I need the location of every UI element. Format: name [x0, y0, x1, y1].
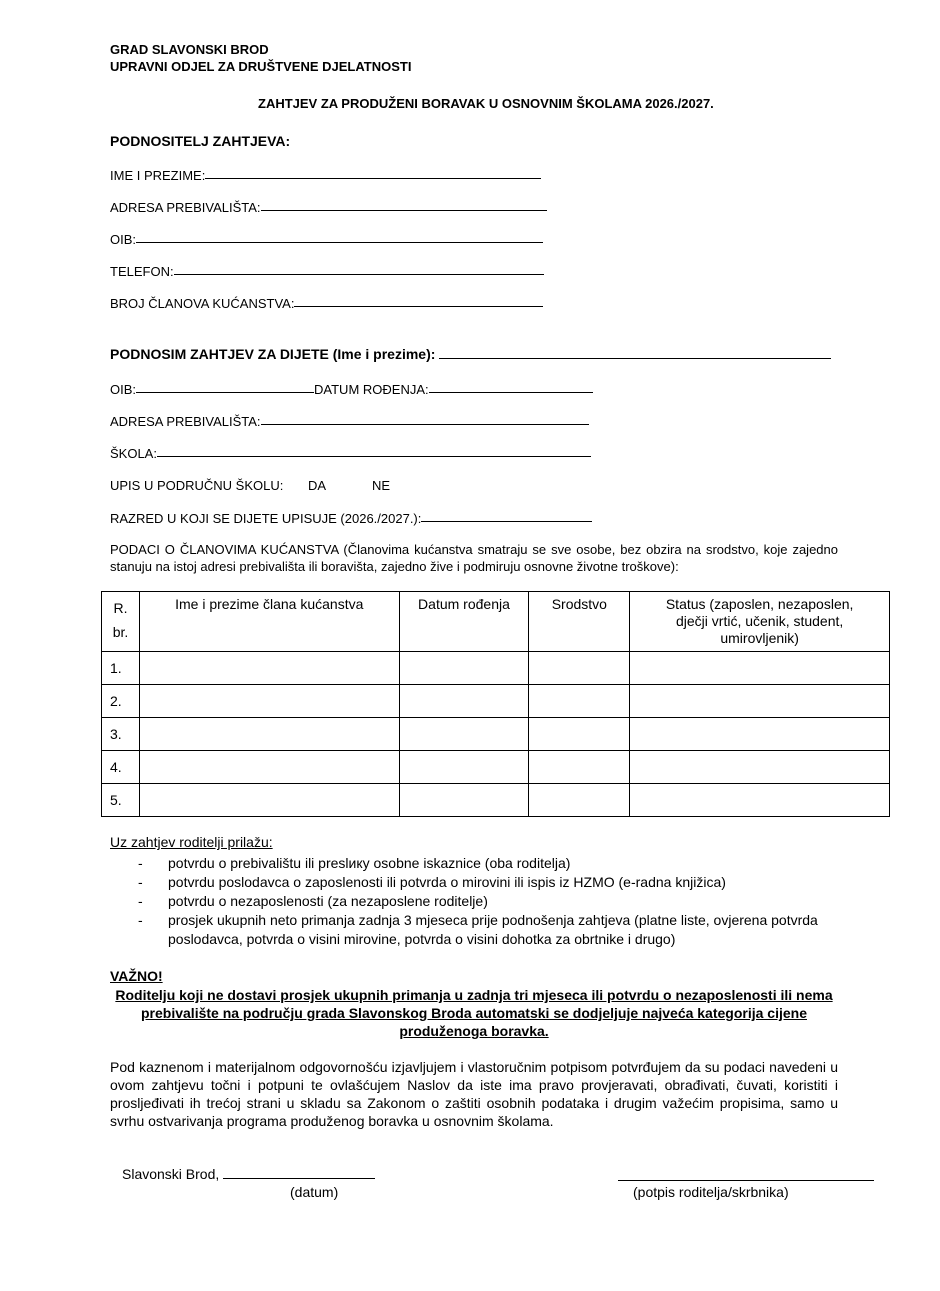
cell-name[interactable]	[139, 784, 399, 817]
bullet-dash: -	[138, 912, 143, 928]
date-caption: (datum)	[290, 1184, 339, 1200]
bullet-dash: -	[138, 855, 143, 871]
header-line-1: GRAD SLAVONSKI BROD	[110, 42, 269, 57]
cell-relation[interactable]	[529, 784, 630, 817]
col-header-name: Ime i prezime člana kućanstva	[139, 592, 399, 652]
applicant-phone-label: TELEFON:	[110, 264, 174, 279]
attachments-list	[138, 854, 858, 949]
applicant-address-field[interactable]	[110, 200, 547, 215]
cell-name[interactable]	[139, 685, 399, 718]
applicant-name-field[interactable]	[110, 168, 541, 183]
col-header-dob: Datum rođenja	[399, 592, 529, 652]
applicant-heading: PODNOSITELJ ZAHTJEVA:	[110, 133, 291, 149]
list-item	[138, 892, 858, 911]
list-item	[138, 854, 858, 873]
child-school-line[interactable]	[157, 456, 591, 457]
row-number: 5.	[102, 784, 140, 817]
attachment-text: potvrdu o nezaposlenosti (za nezaposlene roditelje)	[168, 893, 488, 909]
signature-caption: (potpis roditelja/skrbnika)	[633, 1184, 789, 1200]
applicant-household-line[interactable]	[294, 306, 543, 307]
child-address-field[interactable]	[110, 414, 589, 429]
col-header-status: Status (zaposlen, nezaposlen, dječji vrtić, učenik, student, umirovljenik)	[630, 592, 890, 652]
applicant-name-line[interactable]	[205, 178, 541, 179]
col-header-number	[102, 592, 140, 652]
applicant-household-label: BROJ ČLANOVA KUĆANSTVA:	[110, 296, 295, 311]
cell-name[interactable]	[139, 652, 399, 685]
child-address-line[interactable]	[261, 424, 589, 425]
cell-dob[interactable]	[399, 652, 529, 685]
date-line[interactable]	[223, 1178, 375, 1179]
cell-relation[interactable]	[529, 652, 630, 685]
household-table	[101, 591, 890, 817]
child-oib-dob-row[interactable]	[110, 382, 593, 397]
row-number: 3.	[102, 718, 140, 751]
option-no[interactable]: NE	[372, 478, 391, 493]
attachments-heading: Uz zahtjev roditelji prilažu:	[110, 834, 273, 850]
cell-dob[interactable]	[399, 784, 529, 817]
table-header-row	[102, 592, 890, 652]
child-address-label: ADRESA PREBIVALIŠTA:	[110, 414, 261, 429]
signature-line[interactable]	[618, 1180, 874, 1181]
household-intro: PODACI O ČLANOVIMA KUĆANSTVA (Članovima kućanstva smatraju se sve osobe, bez obzira na srodstvo, koje zajedno stanuju na istoj adresi prebivališta ili boravišta, zajedno žive i podmiruju osnovne životne troškove):	[110, 542, 838, 574]
col-header-number-line2: br.	[112, 624, 129, 640]
applicant-household-field[interactable]	[110, 296, 543, 311]
header-line-2: UPRAVNI ODJEL ZA DRUŠTVENE DJELATNOSTI	[110, 59, 412, 74]
child-grade-field[interactable]	[110, 511, 592, 526]
applicant-oib-line[interactable]	[136, 242, 543, 243]
cell-dob[interactable]	[399, 685, 529, 718]
child-grade-line[interactable]	[421, 521, 592, 522]
applicant-phone-field[interactable]	[110, 264, 544, 279]
cell-relation[interactable]	[529, 751, 630, 784]
child-heading: PODNOSIM ZAHTJEV ZA DIJETE (Ime i prezime):	[110, 346, 436, 362]
table-row	[102, 685, 890, 718]
row-number: 1.	[102, 652, 140, 685]
cell-status[interactable]	[630, 751, 890, 784]
applicant-phone-line[interactable]	[174, 274, 544, 275]
cell-dob[interactable]	[399, 718, 529, 751]
applicant-oib-field[interactable]	[110, 232, 543, 247]
table-row	[102, 751, 890, 784]
table-row	[102, 718, 890, 751]
important-heading: VAŽNO!	[110, 968, 163, 984]
child-regional-label: UPIS U PODRUČNU ŠKOLU:	[110, 478, 284, 493]
table-row	[102, 784, 890, 817]
declaration-text: Pod kaznenom i materijalnom odgovornošću izjavljujem i vlastoručnim potpisom potvrđujem da su podaci navedeni u ovom zahtjevu točni i potpuni te ovlašćujem Naslov da iste ima pravo provjeravati, obrađivati, čuvati, koristiti i prosljeđivati ih trećoj strani u skladu sa Zakonom o zaštiti osobnih podataka i drugim važećim propisima, samo u svrhu ostvarivanja programa produženog boravka u osnovnim školama.	[110, 1059, 838, 1129]
child-dob-line[interactable]	[429, 392, 593, 393]
applicant-address-line[interactable]	[261, 210, 547, 211]
child-dob-label: DATUM ROĐENJA:	[314, 382, 429, 397]
attachment-text: potvrdu o prebivalištu ili preslику osobne iskaznice (oba roditelja)	[168, 855, 571, 871]
signature-place: Slavonski Brod,	[122, 1166, 220, 1182]
cell-name[interactable]	[139, 751, 399, 784]
col-header-relation: Srodstvo	[529, 592, 630, 652]
applicant-name-label: IME I PREZIME:	[110, 168, 206, 183]
child-school-label: ŠKOLA:	[110, 446, 157, 461]
option-yes[interactable]: DA	[308, 478, 327, 493]
applicant-address-label: ADRESA PREBIVALIŠTA:	[110, 200, 261, 215]
list-item	[138, 873, 858, 892]
child-oib-line[interactable]	[136, 392, 314, 393]
cell-relation[interactable]	[529, 718, 630, 751]
table-row	[102, 652, 890, 685]
child-grade-label: RAZRED U KOJI SE DIJETE UPISUJE (2026./2027.):	[110, 511, 422, 526]
child-oib-label: OIB:	[110, 382, 137, 397]
bullet-dash: -	[138, 893, 143, 909]
important-text: Roditelju koji ne dostavi prosjek ukupnih primanja u zadnja tri mjeseca ili potvrdu o nezaposlenosti ili nema prebivalište na području grada Slavonskog Broda automatski se dodjeljuje najveća kategorija cijene produženoga boravka.	[115, 987, 833, 1039]
col-header-number-line1: R.	[113, 600, 128, 616]
cell-status[interactable]	[630, 652, 890, 685]
child-name-line[interactable]	[439, 358, 831, 359]
child-school-field[interactable]	[110, 446, 591, 461]
cell-status[interactable]	[630, 685, 890, 718]
cell-status[interactable]	[630, 718, 890, 751]
applicant-oib-label: OIB:	[110, 232, 137, 247]
bullet-dash: -	[138, 874, 143, 890]
signature-place-field[interactable]	[122, 1166, 375, 1182]
cell-dob[interactable]	[399, 751, 529, 784]
list-item	[138, 911, 858, 949]
child-heading-field[interactable]	[110, 346, 831, 362]
cell-status[interactable]	[630, 784, 890, 817]
attachment-text: prosjek ukupnih neto primanja zadnja 3 mjeseca prije podnošenja zahtjeva (platne liste, ovjerena potvrda poslodavca, potvrda o visini mirovine, potvrda o visini dohotka za obrtnike i drugo)	[168, 912, 818, 947]
cell-name[interactable]	[139, 718, 399, 751]
row-number: 2.	[102, 685, 140, 718]
attachment-text: potvrdu poslodavca o zaposlenosti ili potvrda o mirovini ili ispis iz HZMO (e-radna knjižica)	[168, 874, 726, 890]
cell-relation[interactable]	[529, 685, 630, 718]
child-regional-school-row	[110, 478, 283, 493]
page-title: ZAHTJEV ZA PRODUŽENI BORAVAK U OSNOVNIM ŠKOLAMA 2026./2027.	[258, 96, 714, 111]
row-number: 4.	[102, 751, 140, 784]
